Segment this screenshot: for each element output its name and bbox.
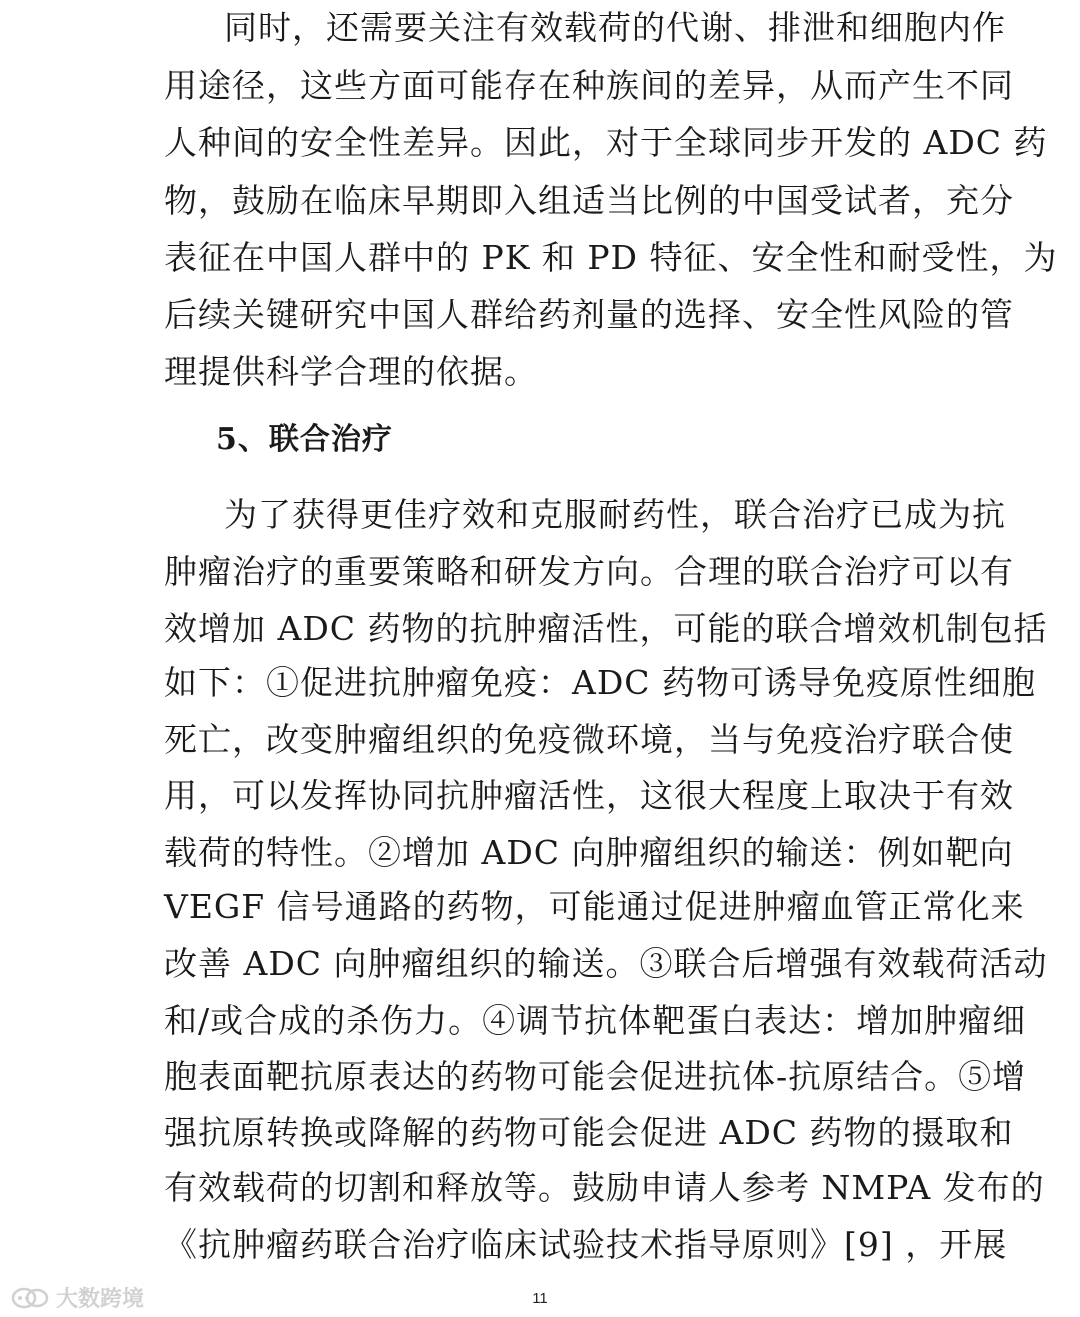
paragraph-line: 表征在中国人群中的 PK 和 PD 特征、安全性和耐受性，为 [164,238,1058,277]
paragraph-line: 同时，还需要关注有效载荷的代谢、排泄和细胞内作 [224,8,1006,47]
paragraph-line: 强抗原转换或降解的药物可能会促进 ADC 药物的摄取和 [164,1113,1014,1152]
paragraph-line: 《抗肿瘤药联合治疗临床试验技术指导原则》[9] ，开展 [164,1225,1008,1264]
section-heading: 5、联合治疗 [216,422,393,457]
paragraph-line: 和/或合成的杀伤力。④调节抗体靶蛋白表达：增加肿瘤细 [164,1001,1027,1040]
paragraph-line: 肿瘤治疗的重要策略和研发方向。合理的联合治疗可以有 [164,552,1014,591]
paragraph-line: 胞表面靶抗原表达的药物可能会促进抗体-抗原结合。⑤增 [164,1057,1027,1096]
paragraph-line: VEGF 信号通路的药物，可能通过促进肿瘤血管正常化来 [164,887,1025,926]
paragraph-line: 用，可以发挥协同抗肿瘤活性，这很大程度上取决于有效 [164,776,1014,815]
paragraph-line: 人种间的安全性差异。因此，对于全球同步开发的 ADC 药 [164,123,1048,162]
page-number: 11 [532,1290,548,1307]
paragraph-line: 载荷的特性。②增加 ADC 向肿瘤组织的输送：例如靶向 [164,833,1014,872]
paragraph-line: 后续关键研究中国人群给药剂量的选择、安全性风险的管 [164,295,1014,334]
paragraph-line: 有效载荷的切割和释放等。鼓励申请人参考 NMPA 发布的 [164,1168,1045,1207]
watermark-text: 大数跨境 [56,1287,145,1312]
paragraph-line: 如下：①促进抗肿瘤免疫：ADC 药物可诱导免疫原性细胞 [164,663,1037,702]
paragraph-line: 用途径，这些方面可能存在种族间的差异，从而产生不同 [164,66,1014,105]
paragraph-line: 理提供科学合理的依据。 [164,352,538,391]
paragraph-line: 为了获得更佳疗效和克服耐药性，联合治疗已成为抗 [224,495,1006,534]
paragraph-line: 死亡，改变肿瘤组织的免疫微环境，当与免疫治疗联合使 [164,720,1014,759]
paragraph-line: 效增加 ADC 药物的抗肿瘤活性，可能的联合增效机制包括 [164,609,1048,648]
paragraph-line: 物，鼓励在临床早期即入组适当比例的中国受试者，充分 [164,181,1014,220]
paragraph-line: 改善 ADC 向肿瘤组织的输送。③联合后增强有效载荷活动 [164,944,1048,983]
